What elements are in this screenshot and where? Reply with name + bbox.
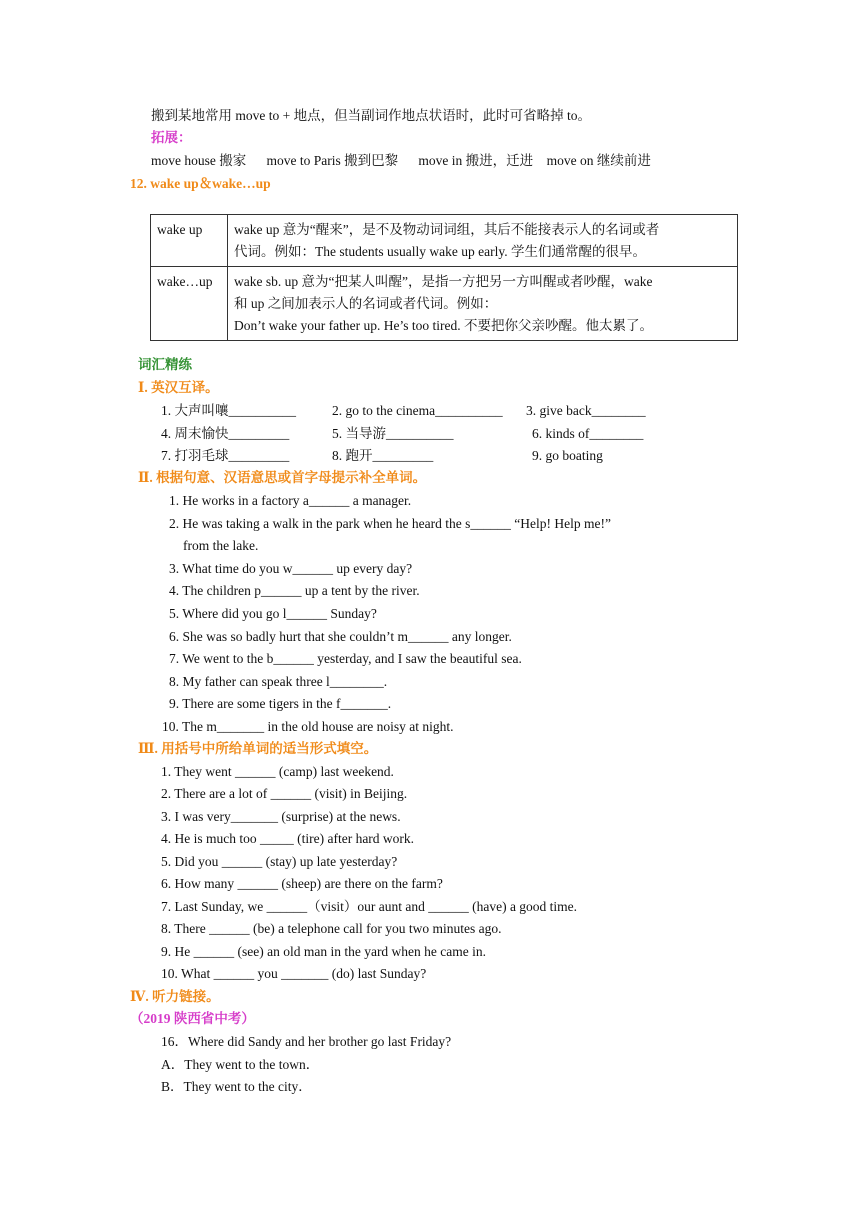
section2-title: Ⅱ. 根据句意、汉语意思或首字母提示补全单词。: [138, 470, 427, 485]
list-item: 9. There are some tigers in the f_______.: [169, 696, 392, 711]
translate-item: 7. 打羽毛球_________: [161, 448, 290, 463]
list-item: 2. He was taking a walk in the park when he heard the s______ “Help! Help me!”: [169, 516, 611, 531]
cell-line: 和 up 之间加表示人的名词或者代词。例如：: [234, 296, 498, 311]
table-cell: [228, 215, 738, 267]
option-b: B．They went to the city．: [161, 1079, 312, 1094]
cell-line: 代词。例如：The students usually wake up early. 学生们通常醒的很早。: [234, 244, 646, 259]
section3-title: Ⅲ. 用括号中所给单词的适当形式填空。: [138, 741, 378, 756]
cell-line: wake up 意为“醒来”，是不及物动词词组，其后不能接表示人的名词或者: [234, 222, 660, 237]
table-row: [151, 215, 738, 267]
translate-item: 9. go boating: [532, 448, 603, 463]
section4-title: Ⅳ. 听力链接。: [130, 989, 220, 1004]
list-item: 1. He works in a factory a______ a manager.: [169, 493, 412, 508]
list-item: 6. How many ______ (sheep) are there on the farm?: [161, 876, 443, 891]
comparison-table: [150, 214, 738, 341]
table-key: wake up: [151, 215, 228, 267]
list-item: from the lake.: [183, 538, 259, 553]
translate-item: 3. give back________: [526, 403, 646, 418]
section1-title: Ⅰ. 英汉互译。: [138, 380, 219, 395]
list-item: 4. The children p______ up a tent by the river.: [169, 583, 420, 598]
list-item: 8. There ______ (be) a telephone call for you two minutes ago.: [161, 921, 502, 936]
translate-item: 4. 周末愉快_________: [161, 426, 290, 441]
list-item: 2. There are a lot of ______ (visit) in Beijing.: [161, 786, 408, 801]
list-item: 4. He is much too _____ (tire) after hard work.: [161, 831, 415, 846]
table-key: wake…up: [151, 267, 228, 341]
list-item: 3. What time do you w______ up every day?: [169, 561, 413, 576]
vocab-title: 词汇精练: [138, 357, 192, 372]
list-item: 7. Last Sunday, we ______（visit）our aunt and ______ (have) a good time.: [161, 899, 578, 914]
question-text: 16．Where did Sandy and her brother go last Friday?: [161, 1034, 452, 1049]
translate-item: 8. 跑开_________: [332, 448, 434, 463]
source-label: （2019 陕西省中考）: [130, 1011, 255, 1026]
cell-line: wake sb. up 意为“把某人叫醒”，是指一方把另一方叫醒或者吵醒，wake: [234, 274, 653, 289]
list-item: 6. She was so badly hurt that she couldn’t m______ any longer.: [169, 629, 512, 644]
table-row: [151, 267, 738, 341]
translate-item: 1. 大声叫嚷__________: [161, 403, 296, 418]
table-cell: [228, 267, 738, 341]
translate-item: 6. kinds of________: [532, 426, 644, 441]
expand-label: 拓展：: [151, 130, 192, 145]
option-a: A．They went to the town．: [161, 1057, 320, 1072]
list-item: 8. My father can speak three l________.: [169, 674, 388, 689]
list-item: 10. The m_______ in the old house are noisy at night.: [162, 719, 454, 734]
translate-item: 2. go to the cinema__________: [332, 403, 503, 418]
list-item: 5. Did you ______ (stay) up late yesterday?: [161, 854, 398, 869]
list-item: 1. They went ______ (camp) last weekend.: [161, 764, 394, 779]
list-item: 7. We went to the b______ yesterday, and I saw the beautiful sea.: [169, 651, 522, 666]
translate-item: 5. 当导游__________: [332, 426, 454, 441]
section-title: 12. wake up＆wake…up: [130, 176, 271, 191]
list-item: 5. Where did you go l______ Sunday?: [169, 606, 377, 621]
cell-line: Don’t wake your father up. He’s too tired. 不要把你父亲吵醒。他太累了。: [234, 318, 653, 333]
list-item: 3. I was very_______ (surprise) at the news.: [161, 809, 401, 824]
expand-line: move house 搬家 move to Paris 搬到巴黎 move in 搬进，迁进 move on 继续前进: [151, 153, 651, 168]
intro-line: 搬到某地常用 move to + 地点，但当副词作地点状语时，此时可省略掉 to。: [151, 108, 591, 123]
list-item: 10. What ______ you _______ (do) last Sunday?: [161, 966, 427, 981]
list-item: 9. He ______ (see) an old man in the yard when he came in.: [161, 944, 487, 959]
